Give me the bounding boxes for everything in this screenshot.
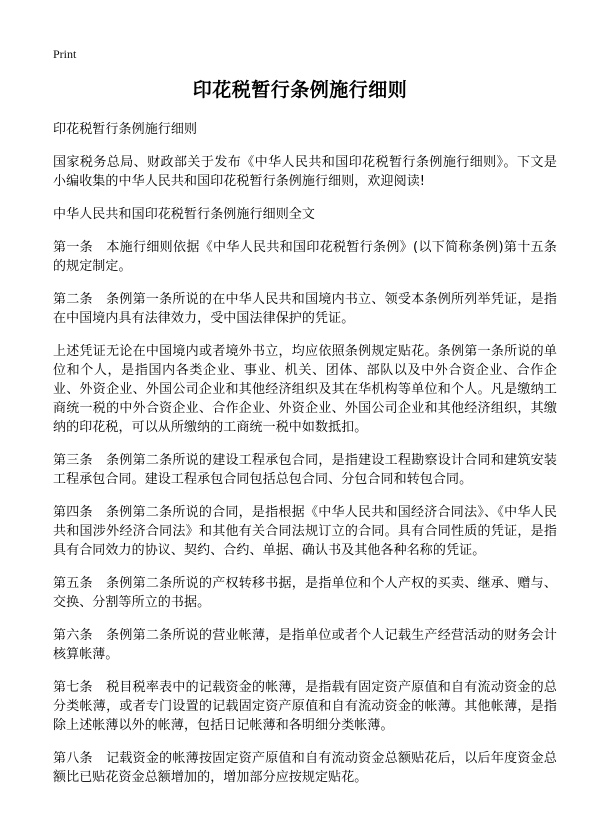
article-3: 第三条 条例第二条所说的建设工程承包合同，是指建设工程勘察设计合同和建筑安装工程承包合同。建设工程承包合同包括总包合同、分包合同和转包合同。 <box>53 453 557 487</box>
print-link[interactable]: Print <box>53 47 77 61</box>
article-2: 第二条 条例第一条所说的在中华人民共和国境内书立、领受本条例所列举凭证，是指在中国境内具有法律效力，受中国法律保护的凭证。 <box>53 292 557 326</box>
page-title: 印花税暂行条例施行细则 <box>192 79 408 101</box>
article-5: 第五条 条例第二条所说的产权转移书据，是指单位和个人产权的买卖、继承、赠与、交换、分割等所立的书据。 <box>53 576 557 610</box>
article-8: 第八条 记载资金的帐薄按固定资产原值和自有流动资金总额贴花后，以后年度资金总额比已贴花资金总额增加的，增加部分应按规定贴花。 <box>53 751 557 785</box>
fulltext-heading: 中华人民共和国印花税暂行条例施行细则全文 <box>53 207 316 222</box>
article-6: 第六条 条例第二条所说的营业帐薄，是指单位或者个人记载生产经营活动的财务会计核算帐薄。 <box>53 628 557 662</box>
article-2-continued: 上述凭证无论在中国境内或者境外书立，均应依照条例规定贴花。条例第一条所说的单位和个人，是指国内各类企业、事业、机关、团体、部队以及中外合资企业、合作企业、外资企业、外国公司企业和其他经济组织及其在华机构等单位和个人。凡是缴纳工商统一税的中外合资企业、合作企业、外资企业、外国公司企业和其他经济组织，其缴纳的印花税，可以从所缴纳的工商统一税中如数抵扣。 <box>53 344 557 435</box>
article-4: 第四条 条例第二条所说的合同，是指根据《中华人民共和国经济合同法》、《中华人民共和国涉外经济合同法》和其他有关合同法规订立的合同。具有合同性质的凭证，是指具有合同效力的协议、契约、合约、单据、确认书及其他各种名称的凭证。 <box>53 505 557 558</box>
article-subtitle: 印花税暂行条例施行细则 <box>53 122 198 137</box>
article-1: 第一条 本施行细则依据《中华人民共和国印花税暂行条例》(以下简称条例)第十五条的规定制定。 <box>53 240 557 274</box>
intro-paragraph: 国家税务总局、财政部关于发布《中华人民共和国印花税暂行条例施行细则》。下文是小编收集的中华人民共和国印花税暂行条例施行细则，欢迎阅读! <box>53 155 557 189</box>
article-body <box>53 120 557 801</box>
article-7: 第七条 税目税率表中的记载资金的帐薄，是指载有固定资产原值和自有流动资金的总分类帐薄，或者专门设置的记载固定资产原值和自有流动资金的帐薄。其他帐薄，是指除上述帐薄以外的帐薄，包括日记帐薄和各明细分类帐薄。 <box>53 680 557 733</box>
